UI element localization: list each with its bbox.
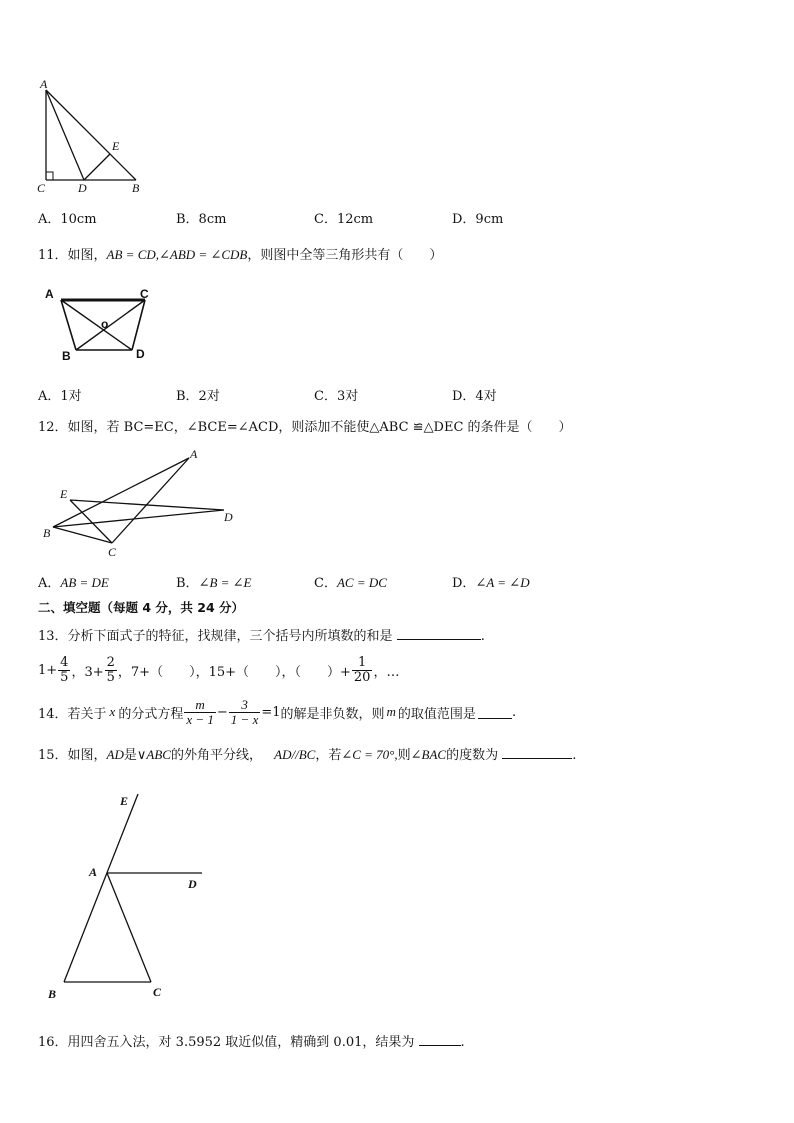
q12-option-a: A．AB = DE (38, 575, 109, 591)
right-angle-mark (46, 172, 53, 180)
question-12: 12．如图，若 BC=EC，∠BCE=∠ACD，则添加不能使△ABC ≌△DEC 的条件是（ ） (38, 420, 572, 435)
figure-q15 (40, 790, 220, 1005)
q12-option-b: B．∠B = ∠E (176, 575, 252, 591)
label-d: D (78, 181, 87, 195)
q12-option-c: C．AC = DC (314, 575, 387, 591)
question-13: 13．分析下面式子的特征，找规律，三个括号内所填数的和是 . (38, 629, 485, 644)
option-a: A．10cm (38, 212, 97, 227)
label-b: B (62, 349, 71, 363)
question-15: 15．如图，AD是∨ABC的外角平分线， AD//BC，若∠C = 70°,则∠BAC的度数为 . (38, 747, 577, 763)
q11-tail: ，则图中全等三角形共有（ ） (247, 248, 443, 263)
label-b: B (48, 987, 57, 1001)
segment-ac (107, 873, 151, 982)
label-a: A (190, 447, 198, 461)
segment-ab (61, 300, 76, 350)
option-b: B．8cm (176, 212, 227, 227)
answer-blank[interactable] (478, 706, 512, 719)
label-d: D (224, 510, 233, 524)
option-d: D．9cm (452, 212, 504, 227)
label-a: A (89, 865, 98, 879)
q11-number: 11．如图， (38, 248, 107, 263)
question-11 (38, 244, 442, 263)
q11-condition: AB = CD,∠ABD = ∠CDB (106, 247, 248, 262)
option-c: C．12cm (314, 212, 374, 227)
segment-ba (53, 458, 189, 527)
fraction-3-over-1-minus-x: $\frac{3}{1 - x}$ (230, 696, 259, 727)
q13-sequence: 1+ $\frac{4}{5}$ ，3+ $\frac{2}{5}$ ，7+（ ），15+（ ），（ ）+ $\frac{1}{20}$ ，… (38, 654, 400, 685)
fraction-m-over-x-minus-1: $\frac{m}{x - 1}$ (186, 696, 214, 727)
label-o: o (101, 317, 109, 331)
q12-option-d: D．∠A = ∠D (452, 575, 530, 591)
fraction-4-5: $\frac{4}{5}$ (60, 654, 69, 685)
segment-ed (70, 500, 224, 510)
q11-option-a: A．1对 (38, 389, 82, 404)
section-title: 二、填空题（每题 4 分，共 24 分） (38, 600, 245, 615)
label-d: D (136, 347, 145, 361)
figure-q11 (40, 284, 160, 364)
label-c: C (37, 181, 46, 195)
segment-bd (53, 510, 224, 527)
label-b: B (132, 181, 140, 195)
q11-option-c: C．3对 (314, 389, 359, 404)
fraction-2-5: $\frac{2}{5}$ (106, 654, 115, 685)
label-a: A (45, 287, 54, 301)
segment-be (64, 794, 138, 982)
label-c: C (108, 545, 117, 559)
answer-blank[interactable] (502, 746, 572, 759)
segment-ac (112, 458, 189, 543)
question-14: 14．若关于 x 的分式方程 $\frac{m}{x - 1}$ − $\frac{3}{1 - x}$ =1 的解是非负数，则 m 的取值范围是 . (38, 696, 517, 727)
figure-q12 (38, 446, 248, 561)
segment-bc (53, 527, 112, 543)
label-c: C (153, 985, 162, 999)
segment-ad (46, 90, 84, 180)
q11-option-d: D．4对 (452, 389, 497, 404)
answer-blank[interactable] (397, 627, 481, 640)
segment-ad (61, 300, 132, 350)
label-e: E (112, 139, 120, 153)
q11-option-b: B．2对 (176, 389, 220, 404)
figure-q10 (30, 76, 150, 196)
label-d: D (188, 877, 197, 891)
label-a: A (40, 77, 48, 91)
label-e: E (60, 487, 68, 501)
label-b: B (43, 526, 51, 540)
segment-de (84, 154, 110, 180)
segment-ab (46, 90, 136, 180)
label-c: C (140, 287, 149, 301)
question-16: 16．用四舍五入法，对 3.5952 取近似值，精确到 0.01，结果为 . (38, 1035, 465, 1050)
label-e: E (120, 794, 129, 808)
answer-blank[interactable] (419, 1033, 461, 1046)
fraction-1-20: $\frac{1}{20}$ (353, 654, 371, 685)
